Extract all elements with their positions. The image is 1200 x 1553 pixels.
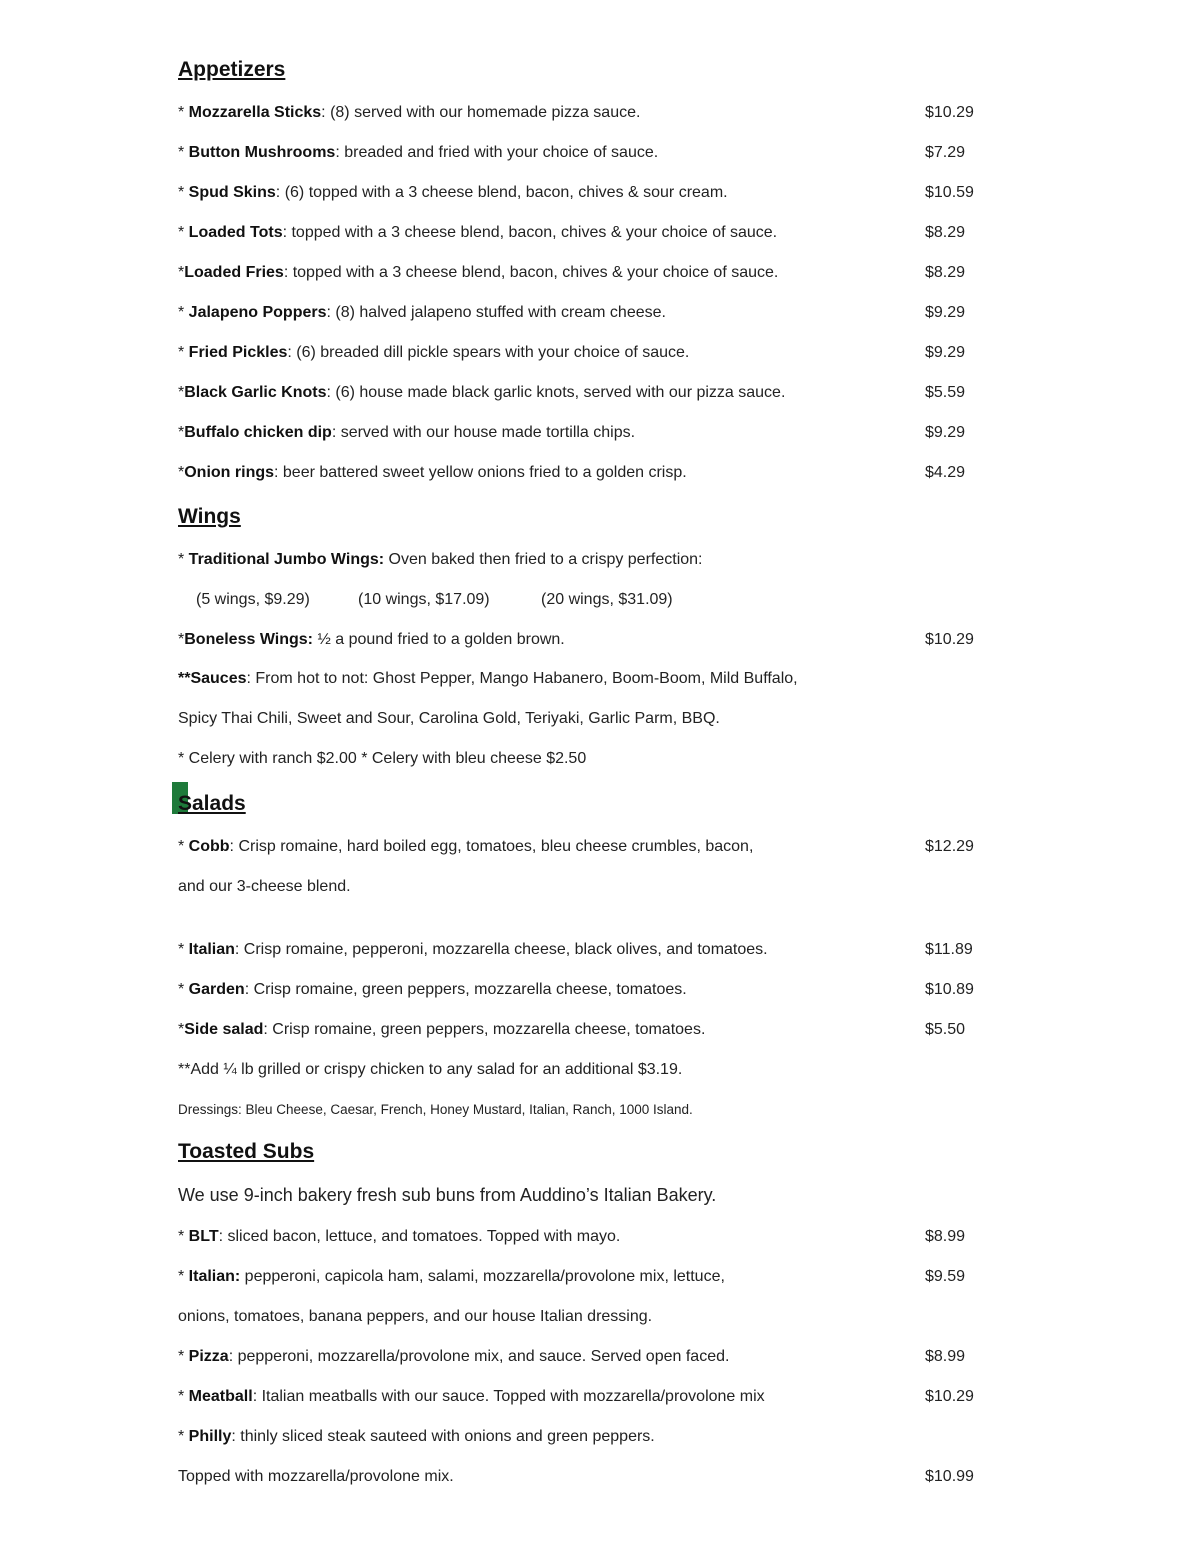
item-prefix: * bbox=[178, 1428, 189, 1445]
item-description: : topped with a 3 cheese blend, bacon, chives & your choice of sauce. bbox=[282, 224, 778, 241]
item-description: : thinly sliced steak sauteed with onions and green peppers. bbox=[231, 1428, 655, 1445]
item-prefix: * bbox=[178, 1348, 189, 1365]
item-description: : Italian meatballs with our sauce. Topped with mozzarella/provolone mix bbox=[252, 1388, 765, 1405]
menu-item-pizza-sub bbox=[178, 1346, 729, 1368]
item-description-continued: onions, tomatoes, banana peppers, and our house Italian dressing. bbox=[178, 1308, 653, 1325]
item-prefix: * bbox=[178, 551, 189, 568]
wings-heading: Wings bbox=[178, 505, 241, 528]
item-name: Mozzarella Sticks bbox=[188, 104, 322, 121]
item-prefix: * bbox=[178, 1228, 189, 1245]
menu-item bbox=[178, 939, 768, 961]
item-description: : Crisp romaine, green peppers, mozzarella cheese, tomatoes. bbox=[263, 1021, 706, 1038]
item-prefix: * bbox=[178, 344, 189, 361]
subs-intro: We use 9-inch bakery fresh sub buns from Auddino’s Italian Bakery. bbox=[178, 1185, 717, 1205]
item-name: Loaded Fries bbox=[184, 264, 284, 281]
wing-option-5: (5 wings, $9.29) bbox=[196, 591, 310, 608]
item-name: Cobb bbox=[188, 838, 230, 855]
item-prefix: * bbox=[178, 424, 185, 441]
item-name: Meatball bbox=[188, 1388, 253, 1405]
menu-item bbox=[178, 979, 687, 1001]
item-name: Pizza bbox=[188, 1348, 229, 1365]
menu-item bbox=[178, 262, 778, 284]
item-price: $10.29 bbox=[925, 631, 974, 648]
item-description: : breaded and fried with your choice of sauce. bbox=[335, 144, 659, 161]
item-price: $11.89 bbox=[925, 941, 973, 958]
salad-chicken-addon: **Add ¼ lb grilled or crispy chicken to any salad for an additional $3.19. bbox=[178, 1061, 683, 1078]
item-name: Boneless Wings: bbox=[184, 631, 313, 648]
item-price: $8.29 bbox=[925, 224, 966, 241]
item-prefix: * bbox=[178, 631, 185, 648]
item-prefix: * bbox=[178, 464, 185, 481]
item-price: $10.29 bbox=[925, 104, 974, 121]
item-prefix: * bbox=[178, 1268, 189, 1285]
item-description: : (6) house made black garlic knots, served with our pizza sauce. bbox=[326, 384, 786, 401]
menu-item bbox=[178, 102, 640, 124]
item-name: Onion rings bbox=[184, 464, 275, 481]
item-prefix: * bbox=[178, 1388, 189, 1405]
item-description: : topped with a 3 cheese blend, bacon, chives & your choice of sauce. bbox=[283, 264, 779, 281]
menu-item-philly-sub bbox=[178, 1426, 655, 1448]
sauces-line bbox=[178, 668, 798, 690]
item-description: : Crisp romaine, green peppers, mozzarella cheese, tomatoes. bbox=[244, 981, 687, 998]
item-description-continued: Topped with mozzarella/provolone mix. bbox=[178, 1468, 454, 1485]
menu-item bbox=[178, 342, 689, 364]
sauces-list-continued: Spicy Thai Chili, Sweet and Sour, Carolina Gold, Teriyaki, Garlic Parm, BBQ. bbox=[178, 710, 720, 727]
item-description: : pepperoni, mozzarella/provolone mix, and sauce. Served open faced. bbox=[228, 1348, 730, 1365]
item-name: Loaded Tots bbox=[188, 224, 283, 241]
item-prefix: * bbox=[178, 304, 189, 321]
menu-item bbox=[178, 142, 658, 164]
menu-item bbox=[178, 222, 777, 244]
item-prefix: * bbox=[178, 184, 189, 201]
menu-item-boneless-wings bbox=[178, 629, 565, 651]
sauces-list: : From hot to not: Ghost Pepper, Mango Habanero, Boom-Boom, Mild Buffalo, bbox=[246, 670, 798, 687]
item-price: $8.29 bbox=[925, 264, 966, 281]
item-description: : served with our house made tortilla chips. bbox=[331, 424, 636, 441]
item-price: $10.29 bbox=[925, 1388, 974, 1405]
menu-item bbox=[178, 302, 666, 324]
menu-item bbox=[178, 1019, 705, 1041]
item-price: $5.50 bbox=[925, 1021, 966, 1038]
item-name: Button Mushrooms bbox=[188, 144, 336, 161]
salad-dressings: Dressings: Bleu Cheese, Caesar, French, Honey Mustard, Italian, Ranch, 1000 Island. bbox=[178, 1102, 693, 1117]
item-prefix: * bbox=[178, 941, 189, 958]
celery-addons: * Celery with ranch $2.00 * Celery with bleu cheese $2.50 bbox=[178, 750, 587, 767]
item-description-continued: and our 3-cheese blend. bbox=[178, 878, 351, 895]
item-price: $10.89 bbox=[925, 981, 974, 998]
item-name: Jalapeno Poppers bbox=[188, 304, 327, 321]
item-name: Side salad bbox=[184, 1021, 264, 1038]
item-name: BLT bbox=[188, 1228, 219, 1245]
menu-item-cobb bbox=[178, 836, 753, 858]
menu-item-traditional-wings bbox=[178, 549, 703, 571]
item-prefix: * bbox=[178, 224, 189, 241]
item-price: $9.29 bbox=[925, 424, 966, 441]
item-price: $10.59 bbox=[925, 184, 974, 201]
menu-item-blt bbox=[178, 1226, 620, 1248]
menu-item bbox=[178, 382, 785, 404]
item-price: $9.29 bbox=[925, 344, 966, 361]
item-name: Italian: bbox=[188, 1268, 241, 1285]
item-price: $4.29 bbox=[925, 464, 966, 481]
item-prefix: * bbox=[178, 838, 189, 855]
item-price: $8.99 bbox=[925, 1348, 966, 1365]
menu-item-italian-sub bbox=[178, 1266, 725, 1288]
item-name: Traditional Jumbo Wings: bbox=[188, 551, 385, 568]
item-prefix: * bbox=[178, 981, 189, 998]
item-description: : sliced bacon, lettuce, and tomatoes. Topped with mayo. bbox=[218, 1228, 621, 1245]
item-prefix: * bbox=[178, 144, 189, 161]
item-description: : Crisp romaine, pepperoni, mozzarella cheese, black olives, and tomatoes. bbox=[234, 941, 768, 958]
item-price: $8.99 bbox=[925, 1228, 966, 1245]
sauces-label: **Sauces bbox=[178, 670, 247, 687]
item-description: pepperoni, capicola ham, salami, mozzarella/provolone mix, lettuce, bbox=[240, 1268, 725, 1285]
appetizers-heading: Appetizers bbox=[178, 58, 286, 81]
menu-item-meatball-sub bbox=[178, 1386, 765, 1408]
item-price: $5.59 bbox=[925, 384, 966, 401]
item-name: Spud Skins bbox=[188, 184, 276, 201]
toasted-subs-heading: Toasted Subs bbox=[178, 1140, 315, 1163]
item-description: : beer battered sweet yellow onions fried to a golden crisp. bbox=[274, 464, 687, 481]
item-description: : Crisp romaine, hard boiled egg, tomatoes, bleu cheese crumbles, bacon, bbox=[229, 838, 754, 855]
menu-item bbox=[178, 462, 687, 484]
menu-item bbox=[178, 182, 728, 204]
wing-option-10: (10 wings, $17.09) bbox=[358, 591, 490, 608]
item-price: $7.29 bbox=[925, 144, 966, 161]
salads-heading: Salads bbox=[178, 792, 246, 815]
item-description: : (8) served with our homemade pizza sauce. bbox=[321, 104, 641, 121]
item-prefix: * bbox=[178, 104, 189, 121]
item-name: Garden bbox=[188, 981, 245, 998]
item-description: ½ a pound fried to a golden brown. bbox=[313, 631, 565, 648]
item-description: Oven baked then fried to a crispy perfection: bbox=[384, 551, 703, 568]
item-prefix: * bbox=[178, 384, 185, 401]
item-prefix: * bbox=[178, 264, 185, 281]
item-price: $9.29 bbox=[925, 304, 966, 321]
item-price: $10.99 bbox=[925, 1468, 974, 1485]
item-description: : (8) halved jalapeno stuffed with cream cheese. bbox=[326, 304, 666, 321]
item-name: Fried Pickles bbox=[188, 344, 288, 361]
item-prefix: * bbox=[178, 1021, 185, 1038]
item-name: Italian bbox=[188, 941, 235, 958]
item-price: $12.29 bbox=[925, 838, 974, 855]
wing-option-20: (20 wings, $31.09) bbox=[541, 591, 673, 608]
item-name: Black Garlic Knots bbox=[184, 384, 327, 401]
item-price: $9.59 bbox=[925, 1268, 966, 1285]
menu-item bbox=[178, 422, 635, 444]
item-name: Buffalo chicken dip bbox=[184, 424, 332, 441]
item-name: Philly bbox=[188, 1428, 232, 1445]
item-description: : (6) topped with a 3 cheese blend, bacon, chives & sour cream. bbox=[275, 184, 728, 201]
item-description: : (6) breaded dill pickle spears with your choice of sauce. bbox=[287, 344, 690, 361]
